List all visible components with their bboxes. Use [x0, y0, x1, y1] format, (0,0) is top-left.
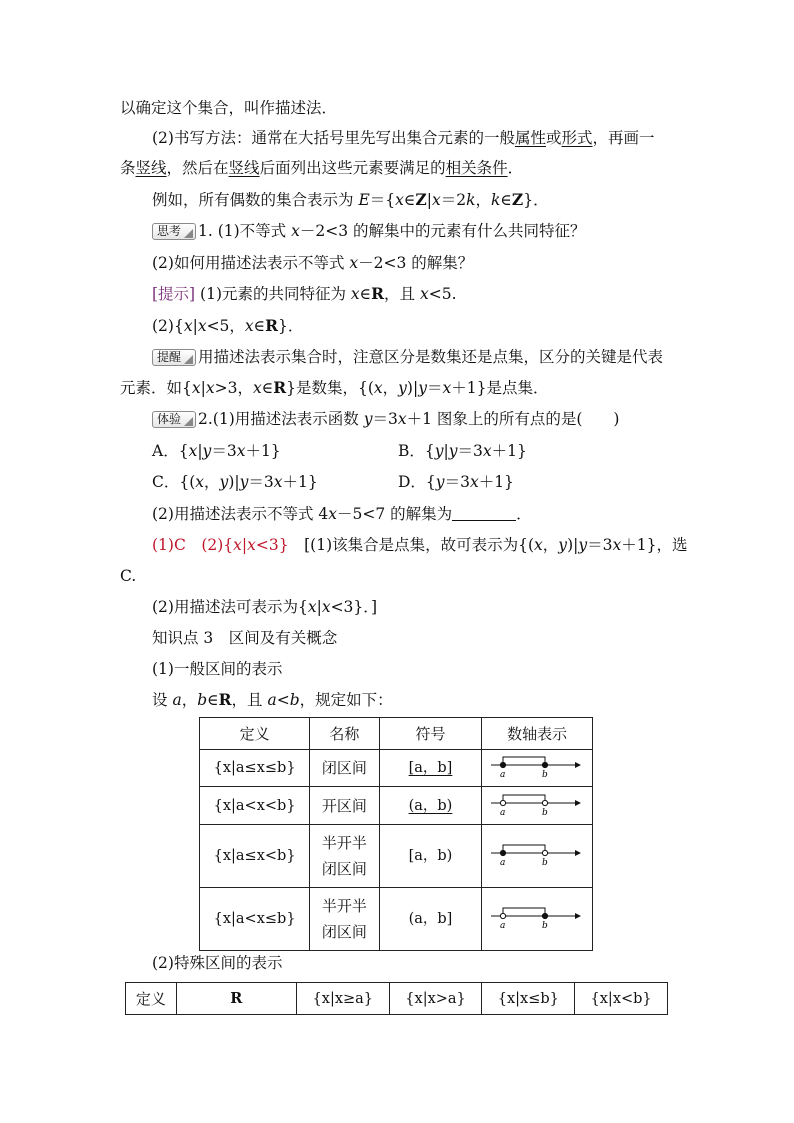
- cell-gt-a: {x|x>a}: [389, 983, 482, 1015]
- label-b: b: [542, 921, 548, 931]
- cell-name: 半开半 闭区间: [310, 888, 379, 951]
- think-tag: 思考: [152, 223, 196, 240]
- cell-ge-a: {x|x≥a}: [296, 983, 389, 1015]
- table-row: [126, 983, 668, 1015]
- label-a: a: [500, 921, 506, 931]
- table-row: [200, 750, 593, 787]
- text-line: (2)书写方法：通常在大括号里先写出集合元素的一般属性或形式，再画一: [152, 129, 655, 147]
- remind-tag: 提醒: [152, 349, 196, 366]
- text-line: 例如，所有偶数的集合表示为 E＝{x∈Z|x＝2k，k∈Z}．: [152, 190, 549, 209]
- answer-line: (1)C (2){x|x<3} [(1)该集合是点集，故可表示为{(x，y)|y＝3x＋1}，选: [152, 536, 688, 554]
- label-a: a: [500, 770, 506, 780]
- cell-real-numbers: R: [176, 983, 296, 1015]
- text-line: (2)用描述法表示不等式 4x－5<7 的解集为 ．: [152, 505, 532, 523]
- label-b: b: [542, 770, 548, 780]
- text-line: C.: [120, 567, 137, 585]
- text-line: (2)如何用描述法表示不等式 x－2<3 的解集？: [152, 254, 474, 272]
- label-a: a: [500, 858, 506, 868]
- text-line: 条竖线，然后在竖线后面列出这些元素要满足的相关条件．: [120, 159, 524, 177]
- option-a: A．{x|y＝3x＋1}: [152, 442, 281, 460]
- axis-arrow: [575, 800, 581, 806]
- text-line: 以确定这个集合，叫作描述法．: [120, 99, 338, 117]
- option-b: B．{y|y＝3x＋1}: [398, 442, 527, 460]
- text-line: (2){x|x<5，x∈R}．: [152, 316, 304, 335]
- answer-blank: [452, 504, 516, 521]
- special-interval-table: [125, 982, 668, 1015]
- interval-bracket: [503, 908, 545, 916]
- cell-axis: [482, 825, 593, 888]
- endpoint-b: [543, 762, 548, 767]
- header-axis: 数轴表示: [482, 718, 593, 750]
- cell-name: 半开半 闭区间: [310, 825, 379, 888]
- option-d: D．{y＝3x＋1}: [398, 473, 514, 491]
- cell-symbol: [a，b): [379, 825, 482, 888]
- interval-bracket: [503, 757, 545, 765]
- endpoint-b: [543, 913, 548, 918]
- label-a: a: [500, 807, 506, 818]
- cell-symbol: [a，b]: [379, 750, 482, 787]
- table-row: [200, 825, 593, 888]
- header-symbol: 符号: [379, 718, 482, 750]
- axis-arrow: [575, 913, 581, 919]
- text-line: 元素．如{x|x>3，x∈R}是数集，{(x，y)|y＝x＋1}是点集．: [120, 378, 549, 397]
- header-definition: 定义: [200, 718, 310, 750]
- endpoint-a: [501, 762, 506, 767]
- axis-arrow: [575, 762, 581, 768]
- text-line: (2)用描述法可表示为{x|x<3}．]: [152, 598, 378, 616]
- section-heading: 知识点 3 区间及有关概念: [152, 629, 338, 647]
- text-line: (2)特殊区间的表示: [152, 954, 283, 972]
- cell-name: 开区间: [310, 787, 379, 825]
- try-tag: 体验: [152, 411, 196, 428]
- number-line: [489, 788, 585, 818]
- text-line: 设 a，b∈R，且 a<b，规定如下：: [152, 690, 393, 709]
- cell-axis: [482, 888, 593, 951]
- label-b: b: [542, 858, 548, 868]
- text-line: [提示] (1)元素的共同特征为 x∈R，且 x<5.: [152, 284, 457, 303]
- cell-definition: {x|a≤x≤b}: [200, 750, 310, 787]
- text-line: 思考 1. (1)不等式 x－2<3 的解集中的元素有什么共同特征？: [152, 221, 586, 241]
- label-b: b: [542, 807, 548, 818]
- option-c: C．{(x，y)|y＝3x＋1}: [152, 473, 318, 491]
- cell-name: 闭区间: [310, 750, 379, 787]
- header-name: 名称: [310, 718, 379, 750]
- interval-bracket: [503, 795, 545, 803]
- axis-arrow: [575, 850, 581, 856]
- endpoint-a: [501, 850, 506, 855]
- cell-definition-label: 定义: [126, 983, 177, 1015]
- number-line: [489, 901, 585, 931]
- table-row: [200, 787, 593, 825]
- cell-definition: {x|a≤x<b}: [200, 825, 310, 888]
- cell-symbol: (a，b]: [379, 888, 482, 951]
- cell-axis: [482, 787, 593, 825]
- cell-axis: [482, 750, 593, 787]
- number-line: [489, 750, 585, 780]
- endpoint-b: [543, 800, 548, 805]
- cell-symbol: (a，b): [379, 787, 482, 825]
- text-line: 提醒 用描述法表示集合时，注意区分是数集还是点集，区分的关键是代表: [152, 347, 663, 367]
- cell-definition: {x|a<x<b}: [200, 787, 310, 825]
- cell-definition: {x|a<x≤b}: [200, 888, 310, 951]
- endpoint-a: [501, 800, 506, 805]
- endpoint-b: [543, 850, 548, 855]
- text-line: (1)一般区间的表示: [152, 660, 283, 678]
- cell-le-b: {x|x≤b}: [482, 983, 575, 1015]
- interval-bracket: [503, 845, 545, 853]
- text-line: 体验 2.(1)用描述法表示函数 y＝3x＋1 图象上的所有点的是( ): [152, 409, 619, 429]
- table-row: [200, 888, 593, 951]
- number-line: [489, 838, 585, 868]
- interval-table: [199, 717, 593, 951]
- cell-lt-b: {x|x<b}: [575, 983, 668, 1015]
- hint-label: [提示]: [152, 285, 196, 303]
- endpoint-a: [501, 913, 506, 918]
